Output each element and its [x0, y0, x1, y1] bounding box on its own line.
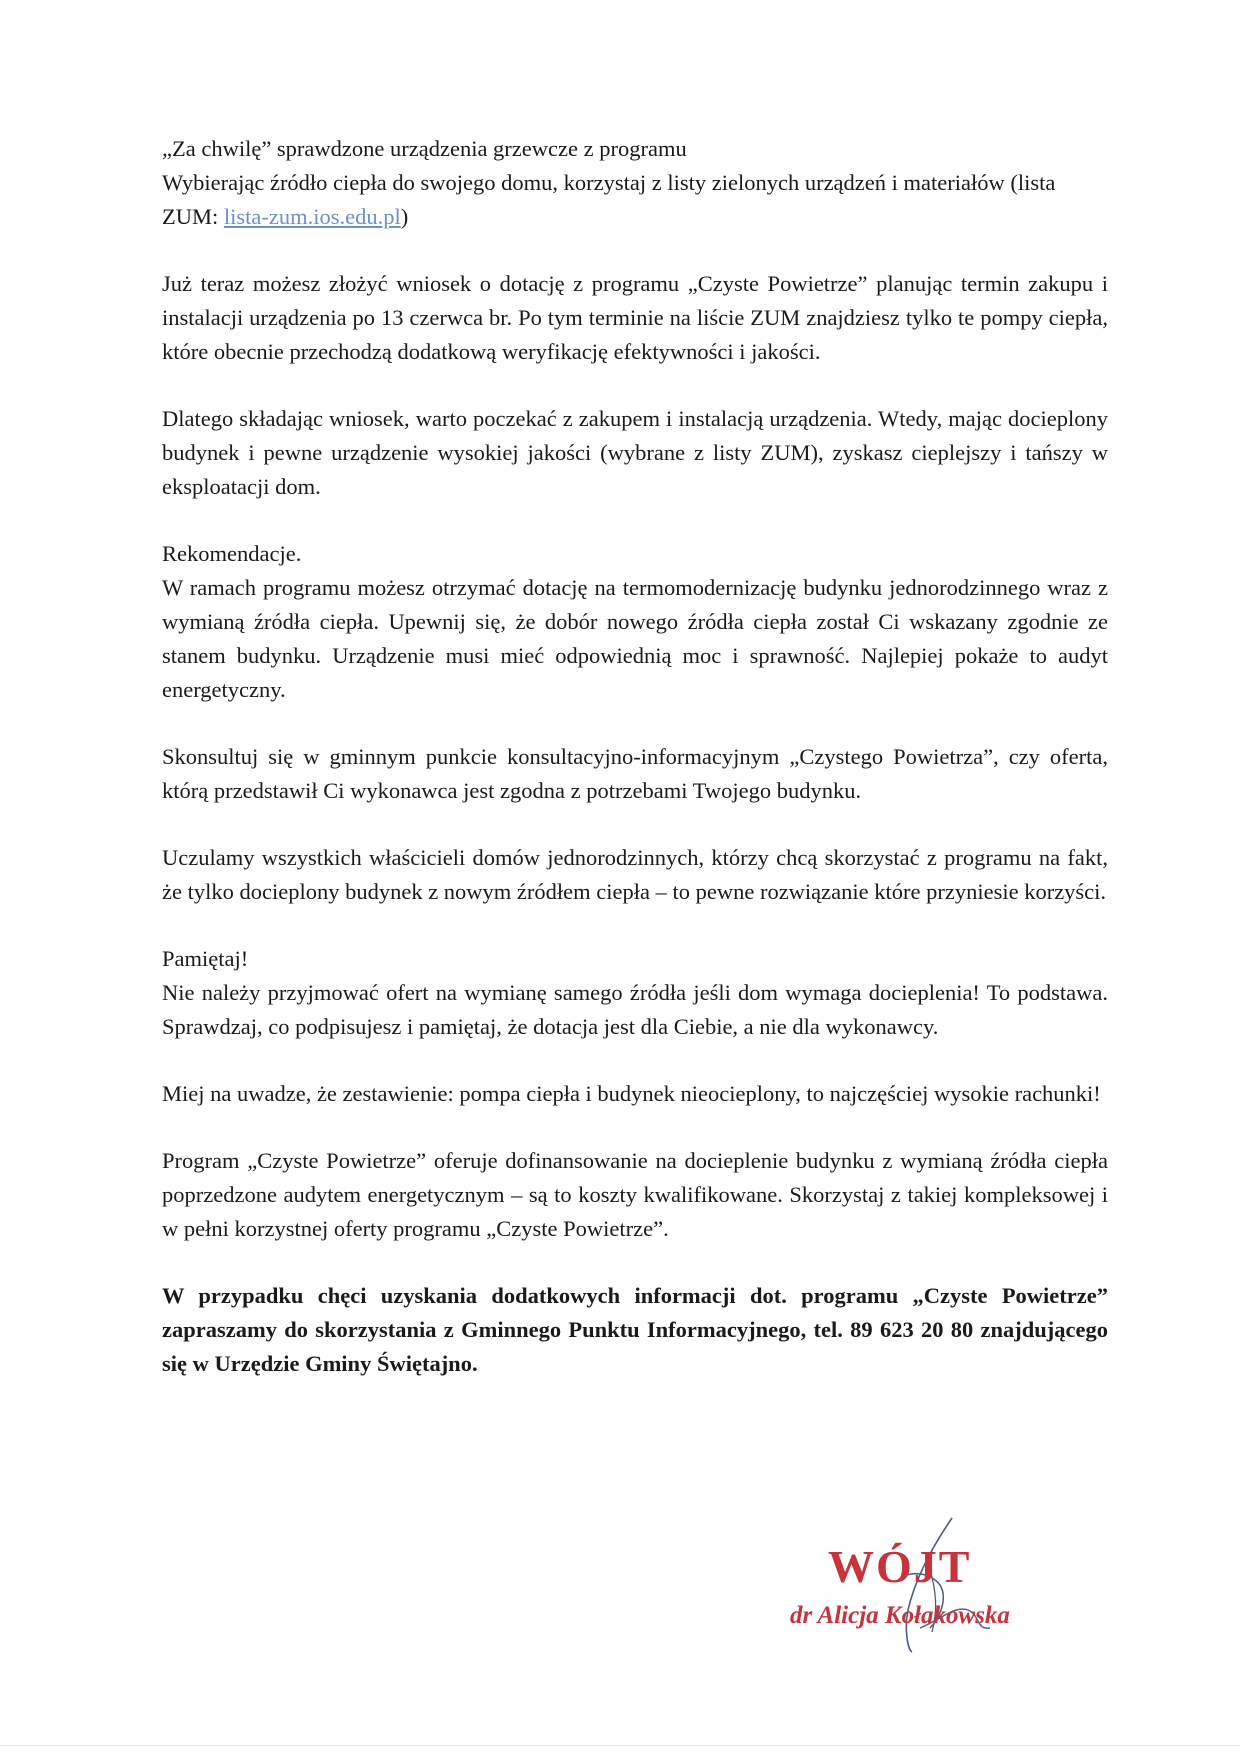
signature-name: dr Alicja Kołakowska [790, 1602, 1010, 1629]
paragraph-wait-purchase: Dlatego składając wniosek, warto poczekać z zakupem i instalacją urządzenia. Wtedy, mając docieplony budynek i pewne urządzenie wysokiej jakości (wybrane z listy ZUM), zyskasz cieplejszy i tańszy w eksploatacji dom. [162, 406, 1108, 499]
paragraph-bills-warning: Miej na uwadze, że zestawienie: pompa ciepła i budynek nieocieplony, to najczęściej wysokie rachunki! [162, 1081, 1101, 1106]
intro-paragraph [162, 132, 1108, 234]
closing-contact-info: W przypadku chęci uzyskania dodatkowych informacji dot. programu „Czyste Powietrze” zapraszamy do skorzystania z Gminnego Punktu Informacyjnego, tel. 89 623 20 80 znajdującego się w Urzędzie Gminy Świętajno. [162, 1283, 1108, 1376]
paragraph-caution: Uczulamy wszystkich właścicieli domów jednorodzinnych, którzy chcą skorzystać z programu na fakt, że tylko docieplony budynek z nowym źródłem ciepła – to pewne rozwiązanie które przyniesie korzyści. [162, 845, 1108, 904]
intro-heading-line: „Za chwilę” sprawdzone urządzenia grzewcze z programu [162, 136, 687, 161]
recommendations-paragraph [162, 537, 1108, 707]
zum-list-link[interactable]: lista-zum.ios.edu.pl [223, 204, 401, 229]
intro-text-pre: Wybierając źródło ciepła do swojego domu, korzystaj z listy zielonych urządzeń i materiałów (lista ZUM: [162, 170, 1056, 229]
paragraph-apply-now: Już teraz możesz złożyć wniosek o dotację z programu „Czyste Powietrze” planując termin zakupu i instalacji urządzenia po 13 czerwca br. Po tym terminie na liście ZUM znajdziesz tylko te pompy ciepła, które obecnie przechodzą dodatkową weryfikację efektywności i jakości. [162, 271, 1108, 364]
recommendations-text: W ramach programu możesz otrzymać dotację na termomodernizację budynku jednorodzinnego wraz z wymianą źródła ciepła. Upewnij się, że dobór nowego źródła ciepła został Ci wskazany zgodnie ze stanem budynku. Urządzenie musi mieć odpowiednią moc i sprawność. Najlepiej pokaże to audyt energetyczny. [162, 575, 1108, 702]
mayor-signature-stamp [780, 1510, 1060, 1660]
intro-text-post: ) [400, 204, 409, 229]
document-body [162, 132, 1108, 1414]
remember-paragraph [162, 942, 1108, 1044]
remember-heading: Pamiętaj! [162, 946, 249, 971]
signature-title: WÓJT [828, 1541, 972, 1592]
page-bottom-divider [0, 1745, 1240, 1746]
paragraph-program-offer: Program „Czyste Powietrze” oferuje dofinansowanie na docieplenie budynku z wymianą źródła ciepła poprzedzone audytem energetycznym – są to koszty kwalifikowane. Skorzystaj z takiej kompleksowej i w pełni korzystnej oferty programu „Czyste Powietrze”. [162, 1148, 1108, 1241]
remember-text: Nie należy przyjmować ofert na wymianę samego źródła jeśli dom wymaga docieplenia! To podstawa. Sprawdzaj, co podpisujesz i pamiętaj, że dotacja jest dla Ciebie, a nie dla wykonawcy. [162, 980, 1108, 1039]
paragraph-consult: Skonsultuj się w gminnym punkcie konsultacyjno-informacyjnym „Czystego Powietrza”, czy oferta, którą przedstawił Ci wykonawca jest zgodna z potrzebami Twojego budynku. [162, 744, 1108, 803]
recommendations-heading: Rekomendacje. [162, 541, 302, 566]
